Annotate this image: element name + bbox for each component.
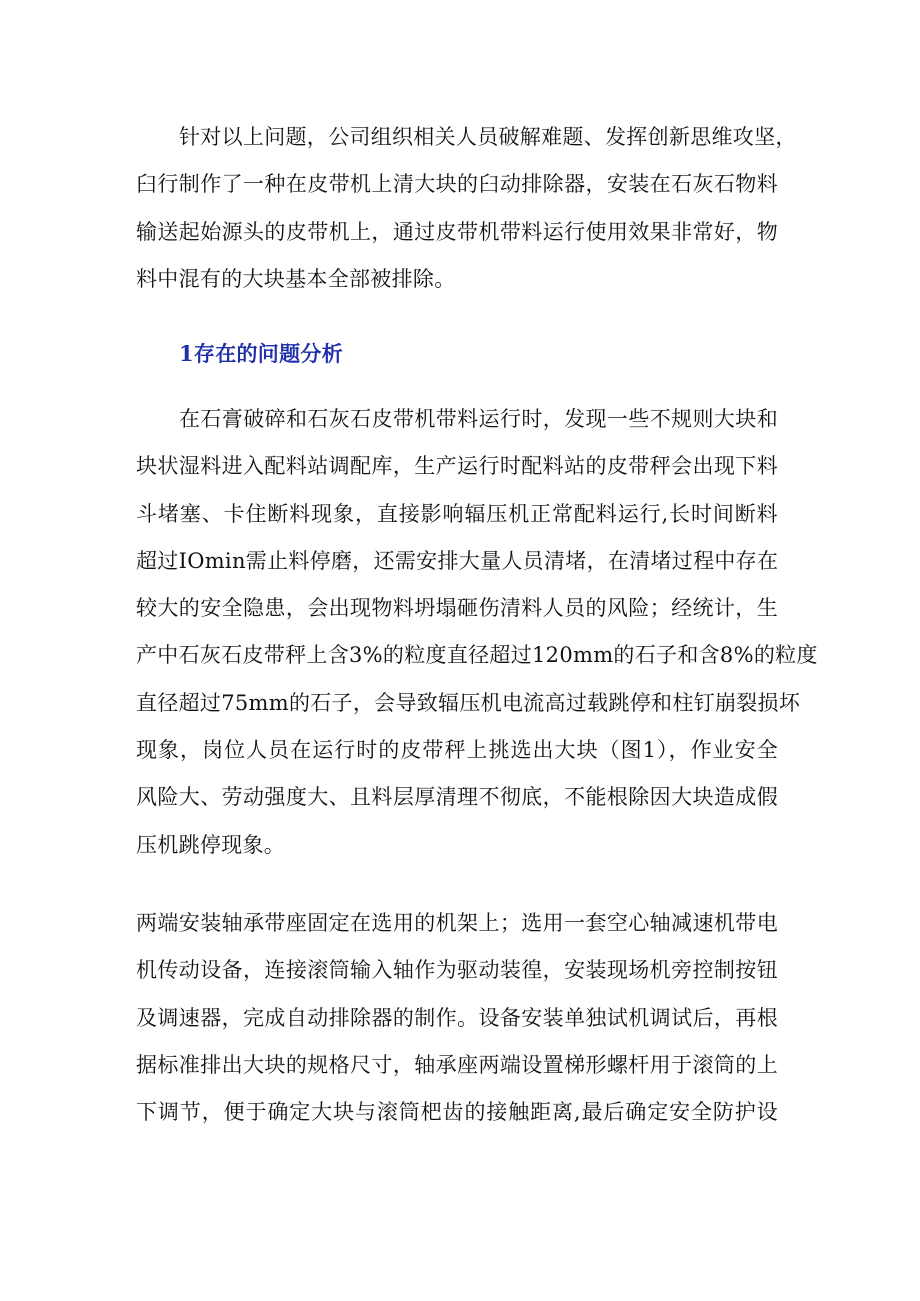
text-line: 块状湿料进入配料站调配库，生产运行时配料站的皮带秤会出现下料 (136, 454, 778, 479)
text-line: 斗堵塞、卡住断料现象，直接影响辐压机正常配料运行,长时间断料 (136, 501, 778, 526)
text-line: 风险大、劳动强度大、且料层厚清理不彻底，不能根除因大块造成假 (136, 785, 778, 810)
text-line: 下调节，便于确定大块与滚筒杷齿的接触距离,最后确定安全防护设 (136, 1100, 778, 1125)
text-line: 两端安装轴承带座固定在选用的机架上；选用一套空心轴减速机带电 (136, 911, 778, 935)
section-heading: 1存在的问题分析 (179, 341, 344, 366)
text-line: 针对以上问题，公司组织相关人员破解难题、发挥创新思维攻坚， (179, 125, 797, 149)
text-line: 及调速器，完成自动排除器的制作。设备安装单独试机调试后，再根 (136, 1005, 778, 1030)
text-line: 超过IOmin需止料停磨，还需安排大量人员清堵，在清堵过程中存在 (136, 548, 779, 573)
paragraph-installation (136, 900, 778, 1136)
text-line: 料中混有的大块基本全部被排除。 (136, 266, 456, 291)
text-line: 压机跳停现象。 (136, 832, 286, 857)
paragraph-problem-analysis (136, 396, 818, 869)
text-line: 较大的安全隐患，会出现物料坍塌砸伤清料人员的风险；经统计，生 (136, 596, 778, 621)
text-line: 臼行制作了一种在皮带机上清大块的臼动排除器，安装在石灰石物料 (136, 172, 778, 197)
text-line: 据标准排出大块的规格尺寸，轴承座两端设置梯形螺杆用于滚筒的上 (136, 1052, 778, 1077)
text-line: 产中石灰石皮带秤上含3%的粒度直径超过120mm的石子和含8%的粒度 (136, 643, 818, 668)
text-line: 直径超过75mm的石子，会导致辐压机电流高过载跳停和柱钉崩裂损坏 (136, 690, 801, 715)
text-line: 输送起始源头的皮带机上，通过皮带机带料运行使用效果非常好，物 (136, 219, 778, 244)
text-line: 现象，岗位人员在运行时的皮带秤上挑选出大块（图1），作业安全 (136, 738, 778, 763)
text-line: 机传动设备，连接滚筒输入轴作为驱动装徨，安装现场机旁控制按钮 (136, 958, 778, 983)
text-line: 在石膏破碎和石灰石皮带机带料运行时，发现一些不规则大块和 (179, 407, 778, 431)
paragraph-intro (136, 114, 797, 303)
